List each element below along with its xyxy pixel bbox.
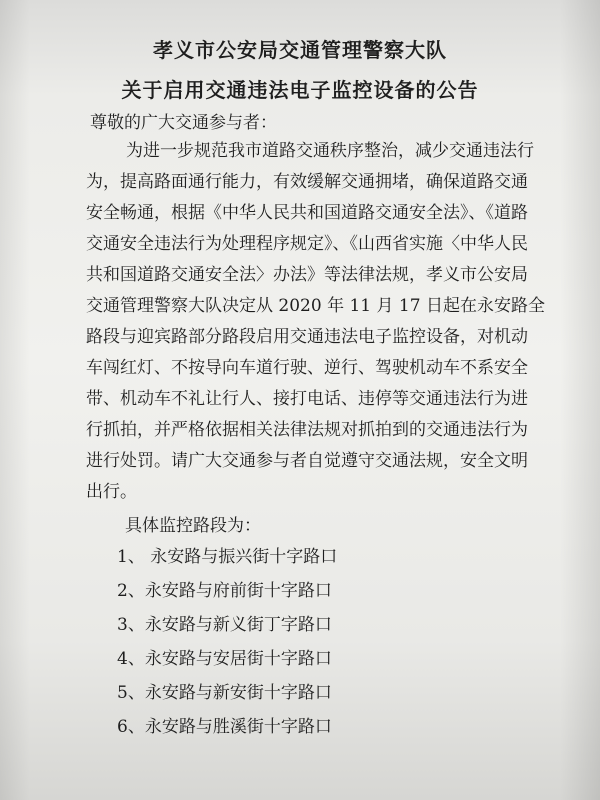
body-line: 安全畅通，根据《中华人民共和国道路交通安全法》、《道路	[86, 203, 528, 223]
list-item: 1、 永安路与振兴街十字路口	[117, 547, 338, 567]
document-title-subject: 关于启用交通违法电子监控设备的公告	[121, 78, 479, 102]
body-line: 共和国道路交通安全法〉办法》等法律法规，孝义市公安局	[86, 265, 528, 285]
body-line: 行抓拍，并严格依据相关法律法规对抓拍到的交通违法行为	[86, 420, 528, 440]
monitored-sections-heading: 具体监控路段为：	[125, 516, 261, 536]
body-line: 车闯红灯、不按导向车道行驶、逆行、驾驶机动车不系安全	[86, 358, 528, 378]
paper-shadow-left	[0, 0, 30, 800]
body-line: 路段与迎宾路部分路段启用交通违法电子监控设备，对机动	[86, 327, 528, 347]
greeting: 尊敬的广大交通参与者：	[90, 113, 277, 133]
list-item: 4、永安路与安居街十字路口	[117, 649, 332, 669]
document-title-issuer: 孝义市公安局交通管理警察大队	[153, 38, 447, 62]
list-item: 5、永安路与新安街十字路口	[117, 683, 332, 703]
body-line: 交通管理警察大队决定从 2020 年 11 月 17 日起在永安路全	[86, 296, 545, 316]
notice-body	[86, 136, 545, 508]
list-item: 3、永安路与新义街丁字路口	[117, 615, 332, 635]
body-line: 进行处罚。请广大交通参与者自觉遵守交通法规，安全文明	[86, 451, 528, 471]
paper-shadow-right	[560, 0, 600, 800]
list-item: 2、永安路与府前街十字路口	[117, 581, 332, 601]
monitored-sections-list	[117, 540, 337, 744]
body-line: 交通安全违法行为处理程序规定》、《山西省实施〈中华人民	[86, 234, 528, 254]
body-line: 为进一步规范我市道路交通秩序整治，减少交通违法行	[126, 141, 534, 161]
body-line: 带、机动车不礼让行人、接打电话、违停等交通违法行为进	[86, 389, 528, 409]
body-line: 出行。	[86, 482, 137, 502]
list-item: 6、永安路与胜溪街十字路口	[117, 717, 332, 737]
body-line: 为，提高路面通行能力，有效缓解交通拥堵，确保道路交通	[86, 172, 528, 192]
